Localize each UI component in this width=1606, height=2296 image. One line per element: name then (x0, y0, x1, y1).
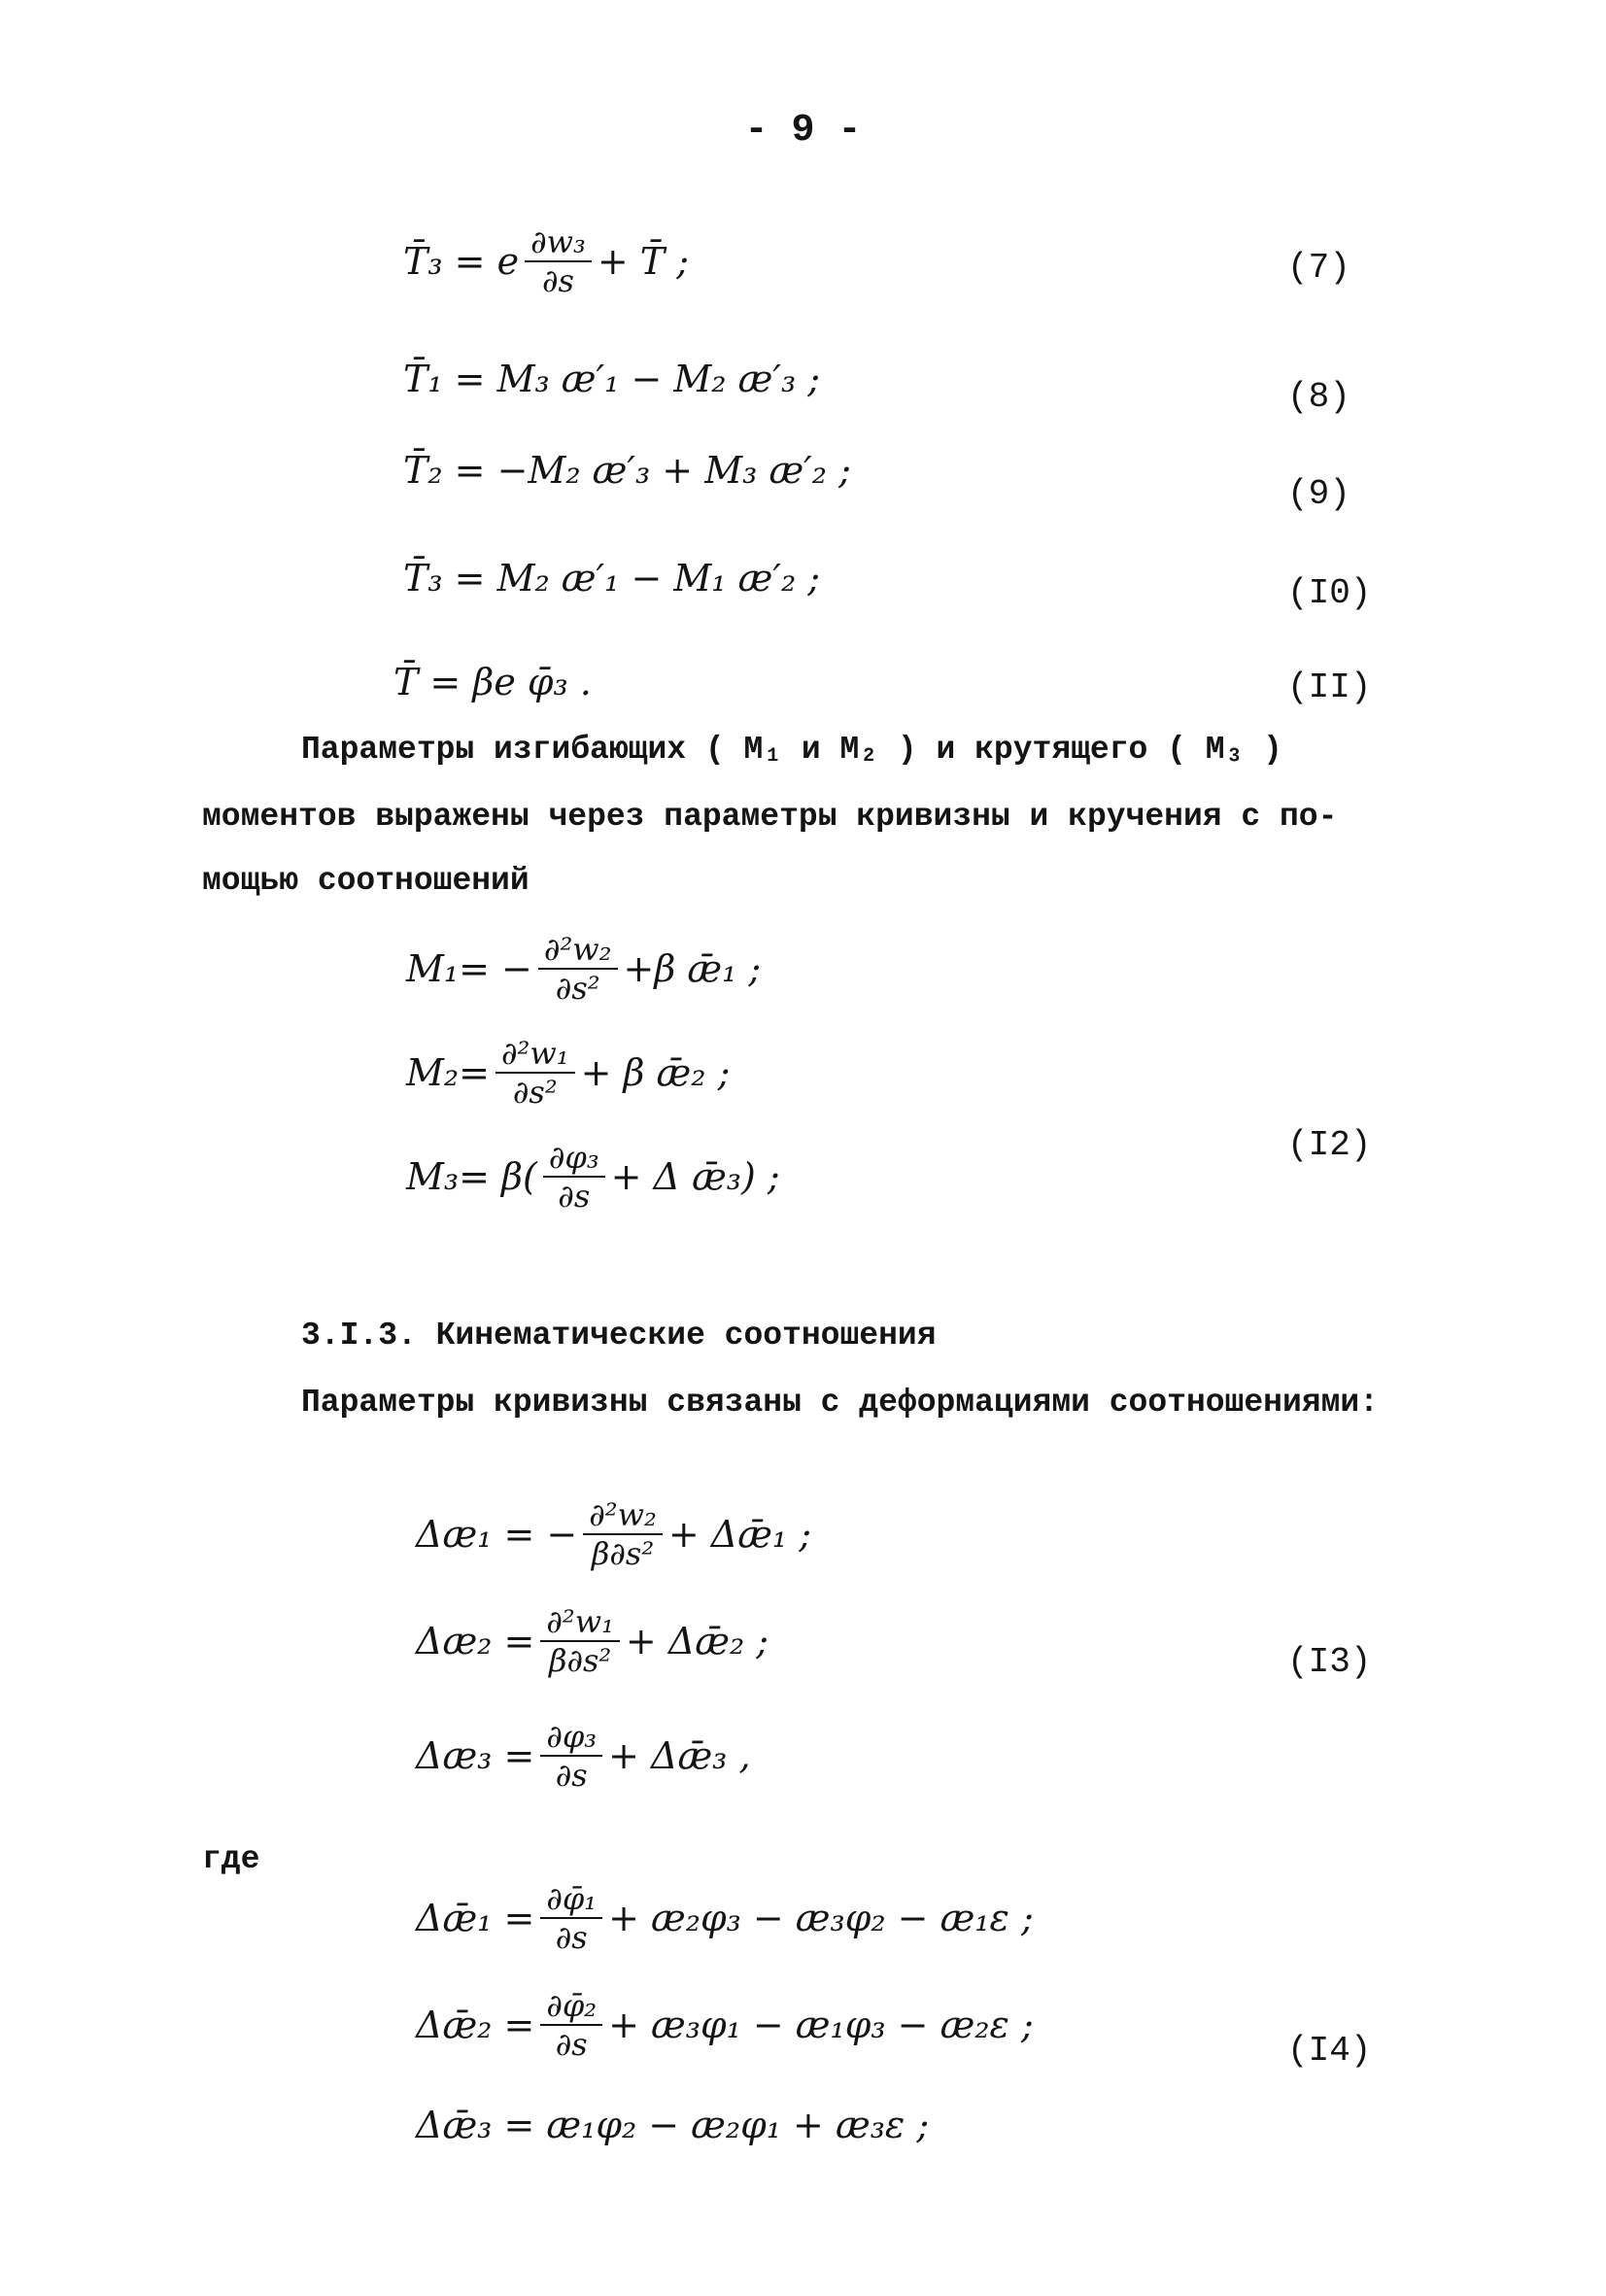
fraction (538, 931, 618, 1008)
fraction-numerator: ∂²w₂ (583, 1496, 663, 1535)
equation-14-row-3: Δǣ₃ = æ₁φ₂ − æ₂φ₁ + æ₃ε ; (416, 2104, 930, 2146)
equation-number-7: (7) (1287, 248, 1350, 288)
fraction-numerator: ∂²w₂ (538, 931, 618, 970)
fraction-denominator: ∂s (541, 262, 574, 300)
equation-7 (403, 223, 689, 300)
equation-14-row-1 (416, 1880, 1034, 1957)
paragraph-line-2: моментов выражены через параметры кривизны и кручения с по- (202, 799, 1338, 835)
fraction-numerator: ∂φ̄₂ (540, 1987, 602, 2026)
fraction-denominator: ∂s (558, 1178, 591, 1216)
fraction-denominator: β∂s² (548, 1642, 612, 1680)
where-label: где (202, 1841, 260, 1877)
eq-rhs: + Δ ǣ₃) ; (610, 1155, 780, 1199)
eq-lhs: M₂= (406, 1051, 490, 1095)
equation-number-14: (I4) (1287, 2031, 1372, 2071)
equation-8: T̄₁ = M₃ æ′₁ − M₂ æ′₃ ; (403, 358, 821, 400)
eq-rhs: + æ₃φ₁ − æ₁φ₃ − æ₂ε ; (608, 2004, 1034, 2047)
fraction (540, 1880, 602, 1957)
equation-number-9: (9) (1287, 474, 1350, 514)
fraction-denominator: β∂s² (591, 1535, 655, 1573)
fraction (543, 1139, 605, 1216)
fraction-denominator: ∂s (555, 2026, 588, 2064)
eq-lhs: Δǣ₂ = (416, 2004, 535, 2047)
equation-number-10: (I0) (1287, 573, 1372, 613)
equation-13-row-3 (416, 1718, 751, 1795)
equation-12-m2 (406, 1035, 730, 1112)
paragraph-line-1: Параметры изгибающих ( M₁ и M₂ ) и крутящего ( M₃ ) (301, 732, 1282, 768)
eq-rhs: + Δǣ₃ , (608, 1734, 751, 1778)
equation-number-11: (II) (1287, 668, 1372, 707)
equation-13-row-1 (416, 1496, 811, 1573)
eq-rhs: + Δǣ₂ ; (625, 1620, 769, 1663)
equation-12-m1 (406, 931, 761, 1008)
eq-rhs: + β ǣ₂ ; (580, 1051, 731, 1095)
eq-rhs: + æ₂φ₃ − æ₃φ₂ − æ₁ε ; (608, 1897, 1034, 1940)
equation-11: T̄ = βe φ̄₃ . (393, 661, 592, 703)
fraction (540, 1718, 602, 1795)
eq-rhs: + T̄ ; (597, 240, 689, 284)
fraction-denominator: ∂s (555, 1757, 588, 1795)
fraction (495, 1035, 575, 1112)
section-heading: 3.I.3. Кинематические соотношения (301, 1318, 937, 1354)
equation-number-13: (I3) (1287, 1642, 1372, 1682)
fraction-numerator: ∂²w₁ (495, 1035, 575, 1074)
equation-number-12: (I2) (1287, 1125, 1372, 1165)
equation-12-m3 (406, 1139, 780, 1216)
equation-14-row-2 (416, 1987, 1034, 2064)
section-intro: Параметры кривизны связаны с деформациями соотношениями: (301, 1385, 1379, 1421)
eq-lhs: Δæ₃ = (416, 1734, 535, 1778)
eq-lhs: T̄₃ = e (403, 240, 520, 284)
fraction (525, 223, 592, 300)
fraction (540, 1603, 620, 1680)
eq-lhs: M₃= β( (406, 1155, 537, 1199)
eq-lhs: Δæ₁ = − (416, 1513, 578, 1557)
equation-13-row-2 (416, 1603, 769, 1680)
eq-lhs: M₁= − (406, 947, 532, 991)
eq-lhs: Δæ₂ = (416, 1620, 535, 1663)
paragraph-line-3: мощью соотношений (202, 863, 530, 899)
eq-rhs: + Δǣ₁ ; (667, 1513, 812, 1557)
fraction-denominator: ∂s² (555, 970, 600, 1008)
fraction-numerator: ∂φ₃ (540, 1718, 602, 1757)
fraction-numerator: ∂φ̄₁ (540, 1880, 602, 1919)
eq-rhs: +β ǣ₁ ; (623, 947, 762, 991)
page-number: - 9 - (744, 109, 862, 153)
equation-number-8: (8) (1287, 377, 1350, 417)
fraction-numerator: ∂φ₃ (543, 1139, 605, 1178)
fraction-denominator: ∂s (555, 1919, 588, 1957)
fraction (583, 1496, 663, 1573)
fraction (540, 1987, 602, 2064)
equation-9: T̄₂ = −M₂ æ′₃ + M₃ æ′₂ ; (403, 449, 851, 492)
fraction-numerator: ∂²w₁ (540, 1603, 620, 1642)
fraction-denominator: ∂s² (512, 1074, 558, 1112)
eq-lhs: Δǣ₁ = (416, 1897, 535, 1940)
equation-10: T̄₃ = M₂ æ′₁ − M₁ æ′₂ ; (403, 557, 821, 600)
fraction-numerator: ∂w₃ (525, 223, 592, 262)
